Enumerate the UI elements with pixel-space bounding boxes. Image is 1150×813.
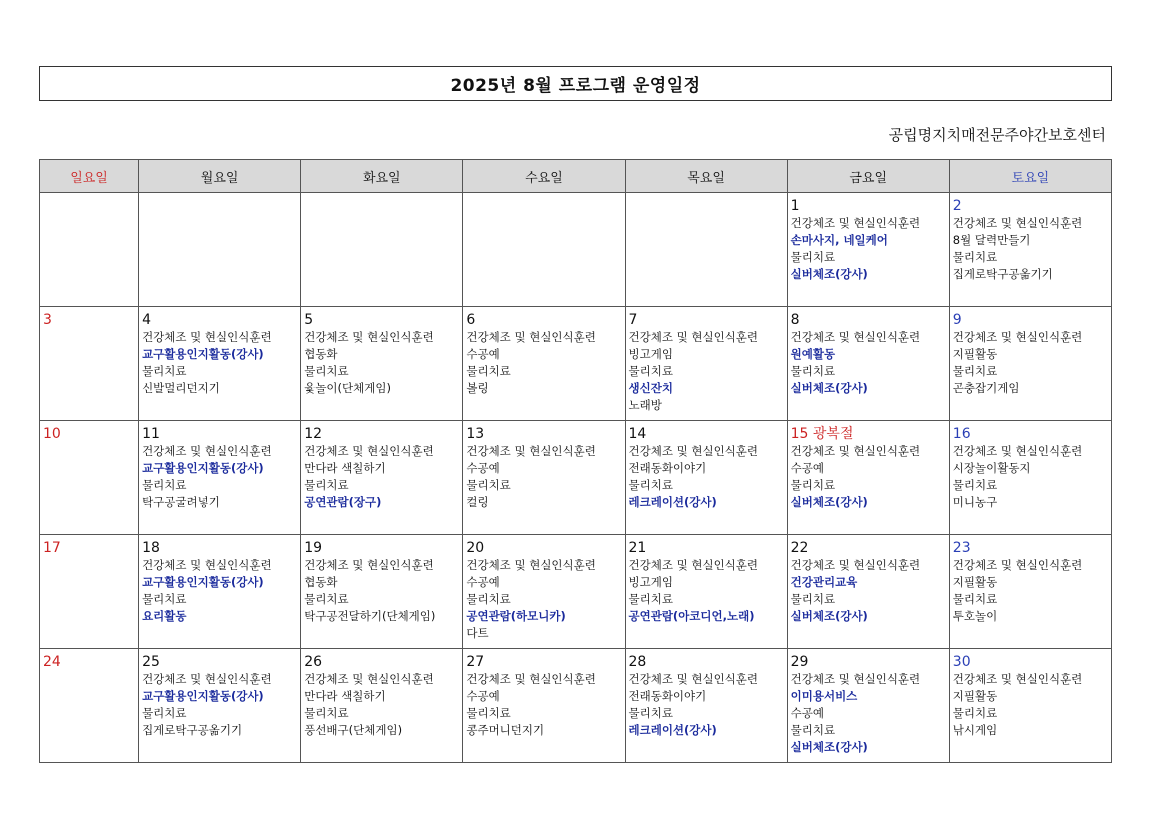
day-content bbox=[950, 193, 1111, 285]
calendar-day-cell bbox=[787, 193, 949, 307]
activity-item: 건강체조 및 현실인식훈련 bbox=[790, 558, 921, 572]
day-content bbox=[40, 649, 138, 673]
weekday-header-row bbox=[40, 160, 1112, 193]
activity-item: 건강체조 및 현실인식훈련 bbox=[952, 330, 1083, 344]
day-number: 8 bbox=[790, 312, 800, 328]
calendar-day-cell bbox=[463, 193, 625, 307]
activity-item: 콩주머니던지기 bbox=[466, 723, 545, 737]
schedule-calendar bbox=[39, 159, 1112, 763]
day-number: 5 bbox=[304, 312, 314, 328]
activity-item: 전래동화이야기 bbox=[628, 689, 707, 703]
day-content bbox=[463, 307, 624, 399]
day-content bbox=[301, 535, 462, 627]
activity-item: 빙고게임 bbox=[628, 347, 673, 361]
day-content bbox=[950, 535, 1111, 627]
calendar-day-cell bbox=[40, 421, 139, 535]
day-content bbox=[626, 649, 787, 741]
activity-item: 건강체조 및 현실인식훈련 bbox=[304, 330, 434, 344]
calendar-day-cell bbox=[949, 421, 1111, 535]
activity-item: 건강체조 및 현실인식훈련 bbox=[466, 558, 596, 572]
day-content bbox=[626, 535, 787, 627]
activity-item: 건강체조 및 현실인식훈련 bbox=[142, 444, 272, 458]
day-content bbox=[788, 421, 949, 513]
activity-item: 물리치료 bbox=[628, 478, 673, 492]
day-number: 7 bbox=[628, 312, 638, 328]
day-number: 2 bbox=[952, 198, 962, 214]
activity-item: 공연관람(아코디언,노래) bbox=[628, 609, 755, 623]
activity-item: 교구활용인지활동(강사) bbox=[142, 689, 264, 703]
activity-item: 집게로탁구공옮기기 bbox=[952, 267, 1053, 281]
activity-item: 물리치료 bbox=[304, 592, 349, 606]
activity-item: 이미용서비스 bbox=[790, 689, 858, 703]
activity-item: 수공예 bbox=[790, 461, 824, 475]
activity-item: 수공예 bbox=[466, 575, 500, 589]
weekday-header-thursday: 목요일 bbox=[625, 160, 787, 193]
calendar-day-cell bbox=[787, 535, 949, 649]
calendar-day-cell bbox=[625, 535, 787, 649]
day-number: 20 bbox=[466, 540, 485, 556]
calendar-week-row bbox=[40, 421, 1112, 535]
calendar-week-row bbox=[40, 535, 1112, 649]
day-content bbox=[301, 307, 462, 399]
day-number: 15 광복절 bbox=[790, 426, 854, 442]
calendar-day-cell bbox=[139, 649, 301, 763]
activity-item: 노래방 bbox=[628, 398, 662, 412]
activity-item: 물리치료 bbox=[952, 364, 998, 378]
day-number: 18 bbox=[142, 540, 160, 556]
calendar-day-cell bbox=[625, 307, 787, 421]
activity-item: 수공예 bbox=[466, 347, 500, 361]
weekday-header-monday: 월요일 bbox=[139, 160, 301, 193]
activity-item: 수공예 bbox=[466, 461, 500, 475]
activity-item: 실버체조(강사) bbox=[790, 495, 868, 509]
activity-item: 건강체조 및 현실인식훈련 bbox=[790, 330, 921, 344]
calendar-day-cell bbox=[625, 649, 787, 763]
calendar-day-cell bbox=[139, 535, 301, 649]
calendar-day-cell bbox=[463, 421, 625, 535]
day-number: 23 bbox=[952, 540, 971, 556]
activity-item: 실버체조(강사) bbox=[790, 381, 868, 395]
calendar-day-cell bbox=[301, 535, 463, 649]
day-number: 24 bbox=[43, 654, 61, 670]
calendar-day-cell bbox=[949, 535, 1111, 649]
calendar-day-cell bbox=[139, 421, 301, 535]
activity-item: 교구활용인지활동(강사) bbox=[142, 575, 264, 589]
activity-item: 생신잔치 bbox=[628, 381, 673, 395]
day-content bbox=[950, 307, 1111, 399]
weekday-header-friday: 금요일 bbox=[787, 160, 949, 193]
activity-item: 만다라 색칠하기 bbox=[304, 461, 386, 475]
activity-item: 물리치료 bbox=[304, 706, 349, 720]
day-number: 21 bbox=[628, 540, 647, 556]
activity-item: 물리치료 bbox=[790, 592, 836, 606]
activity-item: 8월 달력만들기 bbox=[952, 233, 1031, 247]
day-number: 26 bbox=[304, 654, 323, 670]
day-content bbox=[788, 307, 949, 399]
calendar-day-cell bbox=[301, 193, 463, 307]
activity-item: 집게로탁구공옮기기 bbox=[142, 723, 243, 737]
activity-item: 다트 bbox=[466, 626, 489, 640]
weekday-header-saturday: 토요일 bbox=[949, 160, 1111, 193]
activity-item: 투호놀이 bbox=[952, 609, 998, 623]
activity-item: 물리치료 bbox=[790, 478, 836, 492]
activity-item: 건강체조 및 현실인식훈련 bbox=[952, 216, 1083, 230]
day-number: 9 bbox=[952, 312, 962, 328]
calendar-day-cell bbox=[139, 193, 301, 307]
activity-item: 지필활동 bbox=[952, 689, 998, 703]
calendar-day-cell bbox=[463, 307, 625, 421]
day-content bbox=[788, 193, 949, 285]
activity-item: 전래동화이야기 bbox=[628, 461, 707, 475]
day-number: 29 bbox=[790, 654, 809, 670]
day-content bbox=[139, 421, 300, 513]
activity-item: 시장놀이활동지 bbox=[952, 461, 1031, 475]
calendar-day-cell bbox=[463, 535, 625, 649]
activity-item: 수공예 bbox=[466, 689, 500, 703]
activity-item: 윷놀이(단체게임) bbox=[304, 381, 391, 395]
day-content bbox=[139, 535, 300, 627]
day-number: 4 bbox=[142, 312, 151, 328]
activity-item: 요리활동 bbox=[142, 609, 187, 623]
activity-item: 빙고게임 bbox=[628, 575, 673, 589]
day-number: 1 bbox=[790, 198, 800, 214]
activity-item: 물리치료 bbox=[466, 364, 511, 378]
activity-item: 건강체조 및 현실인식훈련 bbox=[628, 558, 759, 572]
day-content bbox=[40, 421, 138, 445]
activity-item: 물리치료 bbox=[628, 592, 673, 606]
activity-item: 풍선배구(단체게임) bbox=[304, 723, 403, 737]
activity-item: 손마사지, 네일케어 bbox=[790, 233, 888, 247]
activity-item: 물리치료 bbox=[466, 592, 511, 606]
weekday-header-tuesday: 화요일 bbox=[301, 160, 463, 193]
calendar-day-cell bbox=[625, 193, 787, 307]
calendar-day-cell bbox=[949, 193, 1111, 307]
activity-item: 건강체조 및 현실인식훈련 bbox=[466, 330, 596, 344]
activity-item: 건강체조 및 현실인식훈련 bbox=[304, 672, 434, 686]
activity-item: 건강체조 및 현실인식훈련 bbox=[466, 672, 596, 686]
activity-item: 탁구공전달하기(단체게임) bbox=[304, 609, 436, 623]
activity-item: 건강체조 및 현실인식훈련 bbox=[790, 444, 921, 458]
activity-item: 교구활용인지활동(강사) bbox=[142, 347, 264, 361]
weekday-header-sunday: 일요일 bbox=[40, 160, 139, 193]
day-number: 16 bbox=[952, 426, 971, 442]
activity-item: 수공예 bbox=[790, 706, 824, 720]
activity-item: 낚시게임 bbox=[952, 723, 998, 737]
activity-item: 교구활용인지활동(강사) bbox=[142, 461, 264, 475]
calendar-day-cell bbox=[787, 421, 949, 535]
calendar-day-cell bbox=[625, 421, 787, 535]
day-content bbox=[463, 535, 624, 644]
activity-item: 물리치료 bbox=[790, 723, 836, 737]
activity-item: 지필활동 bbox=[952, 347, 998, 361]
day-number: 3 bbox=[43, 312, 52, 328]
day-content bbox=[788, 535, 949, 627]
day-number: 6 bbox=[466, 312, 476, 328]
page-title: 2025년 8월 프로그램 운영일정 bbox=[39, 66, 1112, 101]
day-content bbox=[788, 649, 949, 758]
calendar-day-cell bbox=[139, 307, 301, 421]
activity-item: 물리치료 bbox=[952, 478, 998, 492]
day-number: 27 bbox=[466, 654, 485, 670]
activity-item: 물리치료 bbox=[142, 592, 187, 606]
activity-item: 원예활동 bbox=[790, 347, 836, 361]
day-number: 22 bbox=[790, 540, 809, 556]
activity-item: 물리치료 bbox=[952, 592, 998, 606]
activity-item: 공연관람(하모니카) bbox=[466, 609, 566, 623]
activity-item: 건강체조 및 현실인식훈련 bbox=[142, 330, 272, 344]
activity-item: 건강체조 및 현실인식훈련 bbox=[466, 444, 596, 458]
activity-item: 물리치료 bbox=[142, 706, 187, 720]
day-content bbox=[139, 649, 300, 741]
activity-item: 레크레이션(강사) bbox=[628, 495, 717, 509]
weekday-header-wednesday: 수요일 bbox=[463, 160, 625, 193]
activity-item: 건강체조 및 현실인식훈련 bbox=[628, 330, 759, 344]
calendar-day-cell bbox=[301, 649, 463, 763]
activity-item: 물리치료 bbox=[142, 478, 187, 492]
activity-item: 건강체조 및 현실인식훈련 bbox=[628, 672, 759, 686]
activity-item: 공연관람(장구) bbox=[304, 495, 382, 509]
activity-item: 신발멀리던지기 bbox=[142, 381, 220, 395]
day-content bbox=[139, 307, 300, 399]
day-number: 30 bbox=[952, 654, 971, 670]
activity-item: 곤충잡기게임 bbox=[952, 381, 1020, 395]
calendar-week-row bbox=[40, 193, 1112, 307]
activity-item: 미니농구 bbox=[952, 495, 998, 509]
day-content bbox=[950, 421, 1111, 513]
activity-item: 물리치료 bbox=[952, 706, 998, 720]
activity-item: 협동화 bbox=[304, 575, 338, 589]
day-content bbox=[40, 535, 138, 559]
calendar-day-cell bbox=[40, 307, 139, 421]
activity-item: 볼링 bbox=[466, 381, 489, 395]
day-number: 19 bbox=[304, 540, 323, 556]
activity-item: 실버체조(강사) bbox=[790, 609, 868, 623]
activity-item: 물리치료 bbox=[790, 364, 836, 378]
activity-item: 지필활동 bbox=[952, 575, 998, 589]
activity-item: 물리치료 bbox=[304, 364, 349, 378]
day-content bbox=[626, 421, 787, 513]
calendar-day-cell bbox=[949, 307, 1111, 421]
calendar-day-cell bbox=[40, 193, 139, 307]
activity-item: 실버체조(강사) bbox=[790, 740, 868, 754]
activity-item: 건강체조 및 현실인식훈련 bbox=[628, 444, 759, 458]
day-content bbox=[301, 649, 462, 741]
day-number: 25 bbox=[142, 654, 160, 670]
calendar-day-cell bbox=[949, 649, 1111, 763]
day-content bbox=[40, 307, 138, 331]
calendar-day-cell bbox=[301, 307, 463, 421]
activity-item: 건강체조 및 현실인식훈련 bbox=[952, 558, 1083, 572]
calendar-day-cell bbox=[787, 307, 949, 421]
calendar-day-cell bbox=[40, 535, 139, 649]
activity-item: 물리치료 bbox=[952, 250, 998, 264]
activity-item: 레크레이션(강사) bbox=[628, 723, 717, 737]
activity-item: 물리치료 bbox=[466, 706, 511, 720]
calendar-day-cell bbox=[463, 649, 625, 763]
day-number: 11 bbox=[142, 426, 160, 442]
activity-item: 건강체조 및 현실인식훈련 bbox=[142, 672, 272, 686]
activity-item: 물리치료 bbox=[628, 364, 673, 378]
day-content bbox=[463, 421, 624, 513]
activity-item: 건강체조 및 현실인식훈련 bbox=[790, 216, 921, 230]
day-number: 13 bbox=[466, 426, 485, 442]
activity-item: 물리치료 bbox=[628, 706, 673, 720]
day-content bbox=[463, 649, 624, 741]
activity-item: 협동화 bbox=[304, 347, 338, 361]
activity-item: 건강체조 및 현실인식훈련 bbox=[304, 558, 434, 572]
calendar-day-cell bbox=[40, 649, 139, 763]
activity-item: 건강체조 및 현실인식훈련 bbox=[952, 672, 1083, 686]
activity-item: 물리치료 bbox=[466, 478, 511, 492]
day-number: 12 bbox=[304, 426, 323, 442]
calendar-day-cell bbox=[787, 649, 949, 763]
activity-item: 실버체조(강사) bbox=[790, 267, 868, 281]
organization-name: 공립명지치매전문주야간보호센터 bbox=[888, 126, 1106, 144]
calendar-day-cell bbox=[301, 421, 463, 535]
calendar-week-row bbox=[40, 307, 1112, 421]
day-content bbox=[626, 307, 787, 416]
activity-item: 만다라 색칠하기 bbox=[304, 689, 386, 703]
activity-item: 컬링 bbox=[466, 495, 489, 509]
activity-item: 건강체조 및 현실인식훈련 bbox=[304, 444, 434, 458]
activity-item: 물리치료 bbox=[304, 478, 349, 492]
calendar-week-row bbox=[40, 649, 1112, 763]
day-number: 14 bbox=[628, 426, 647, 442]
day-number: 10 bbox=[43, 426, 61, 442]
activity-item: 건강체조 및 현실인식훈련 bbox=[952, 444, 1083, 458]
activity-item: 건강관리교육 bbox=[790, 575, 858, 589]
activity-item: 건강체조 및 현실인식훈련 bbox=[142, 558, 272, 572]
activity-item: 물리치료 bbox=[142, 364, 187, 378]
day-number: 17 bbox=[43, 540, 61, 556]
activity-item: 물리치료 bbox=[790, 250, 836, 264]
activity-item: 탁구공굴려넣기 bbox=[142, 495, 220, 509]
day-number: 28 bbox=[628, 654, 647, 670]
day-content bbox=[301, 421, 462, 513]
day-content bbox=[950, 649, 1111, 741]
activity-item: 건강체조 및 현실인식훈련 bbox=[790, 672, 921, 686]
